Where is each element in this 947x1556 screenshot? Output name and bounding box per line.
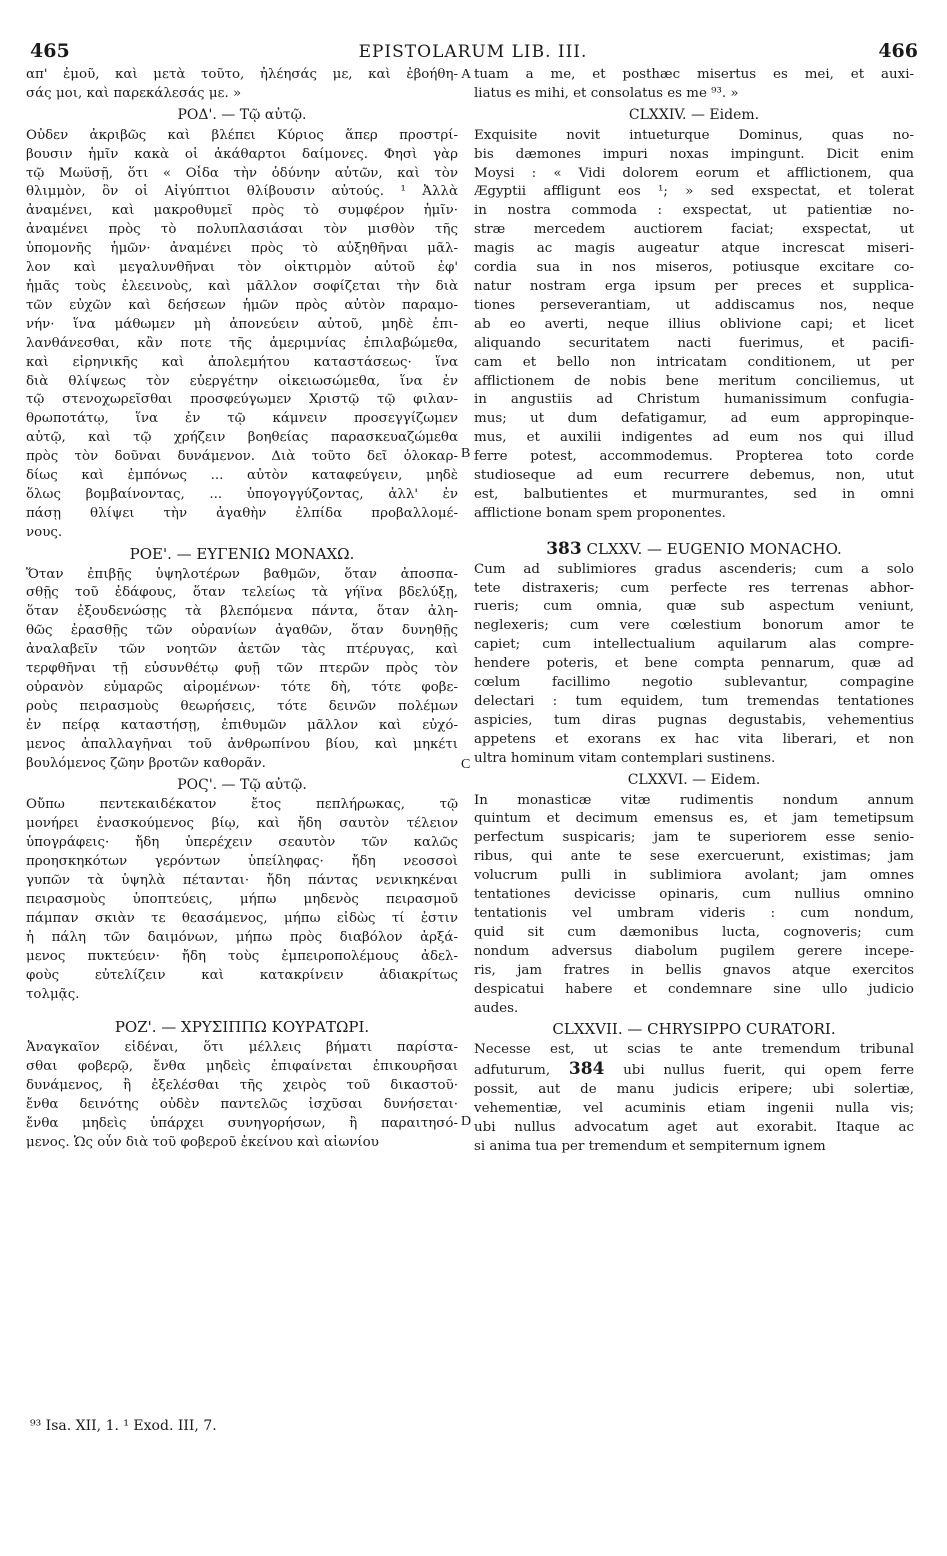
- text-line: Ἀναγκαῖον εἰδέναι, ὅτι μέλλεις βήματι παρίστα-: [26, 1040, 458, 1056]
- text-line: neglexeris; cum vere cœlestium bonorum amor te: [474, 618, 914, 634]
- text-line: νους.: [26, 524, 63, 540]
- text-line: βουλόμενος ζῶην βροτῶν καθορᾶν.: [26, 755, 266, 771]
- text-line: aliquando securitatem nacti fuerimus, et pacifi-: [474, 335, 914, 351]
- text-line: ris, jam fratres in bellis gnavos atque exercitos: [474, 962, 914, 978]
- text-line: ubi nullus advocatum aget aut exorabit. Itaque ac: [474, 1119, 914, 1135]
- text-line: si anima tua per tremendum et sempiternum ignem: [474, 1138, 826, 1154]
- letter-heading-with-column-number: [474, 540, 914, 559]
- text-line: tiones perseverantiam, ut addiscamus nos, neque: [474, 297, 914, 313]
- text-line: capiet; cum intellectualium aquilarum alas compre-: [474, 637, 914, 653]
- text-line: Οὐδεν ἀκριβῶς καὶ βλέπει Κύριος ἅπερ προστρί-: [26, 127, 458, 143]
- text-line: απ' ἐμοῦ, καὶ μετὰ τοῦτο, ἠλέησάς με, καὶ ἐβοήθη-: [26, 67, 458, 82]
- text-line: ultra hominum vitam contemplari sustinens.: [474, 750, 776, 766]
- text-line: Ægyptii affligunt eos ¹; » sed exspectat, et tolerat: [474, 184, 914, 200]
- text-line: [474, 1060, 914, 1081]
- text-line: ροὺς πειρασμοὺς θεωρήσεις, τότε δεινῶν πολέμων: [26, 698, 458, 714]
- text-line: Exquisite novit intueturque Dominus, quas no-: [474, 127, 914, 143]
- text-line: ἀναλαβεῖν τῶν νοητῶν ἀετῶν τὰς πτέρυγας, καὶ: [26, 642, 458, 658]
- text-line: quintum et decimum emensus es, et jam temetipsum: [474, 811, 914, 827]
- text-line: quid sit cum dæmonibus lucta, cognoveris; cum: [474, 924, 914, 940]
- text-line: τερφθῆναι τῇ εὐσυνθέτῳ φυῇ τῶν πτερῶν πρὸς τὸν: [26, 661, 458, 677]
- margin-letter-a: A: [461, 67, 472, 82]
- column-number: 383: [546, 538, 582, 559]
- text-line: βουσιν ἡμῖν κακὰ οἱ ἀκάθαρτοι δαίμονες. Φησὶ γὰρ: [26, 146, 458, 162]
- margin-letter-c: C: [461, 757, 471, 772]
- text-line: γυπῶν τὰ ὑψηλὰ πέτανται· ἤδη πάντας νενικηκέναι: [26, 873, 458, 889]
- text-line: οὐρανὸν εὐμαρῶς αἰρομένων· τότε δὴ, τότε φοβε-: [26, 680, 458, 695]
- text-line: πειρασμοὺς ὑποπτεύεις, μήπω μηδενὸς πειρασμοῦ: [26, 891, 458, 907]
- text-line: δίως καὶ ἐμπόνως ... αὐτὸν καταφεύγειν, μηδὲ: [26, 468, 458, 484]
- text-line: μονήρει ἐνασκούμενος βίῳ, καὶ ἤδη σαυτὸν τέλειον: [26, 816, 458, 832]
- text-line: stræ mercedem auctiorem faciat; exspectat, ut: [474, 222, 914, 238]
- text-line: afflictionem de nobis bene meritum conciliemus, ut: [474, 373, 914, 389]
- text-line: μενος πυκτεύειν· ἤδη τοὺς ἐμπειροπολέμους ἀδελ-: [26, 948, 458, 964]
- text-line: hendere poteris, et bene compta pennarum, quæ ad: [474, 656, 914, 672]
- text-line: ἀναμένει, καὶ μακροθυμεῖ πρὸς τὸ συμφέρον ἡμῖν·: [26, 203, 458, 219]
- text-line: ἐν πείρᾳ καταστήσῃ, ἐπιθυμῶν μᾶλλον καὶ εὐχό-: [26, 717, 458, 733]
- text-line: audes.: [474, 1000, 519, 1016]
- text-line: volucrum pulli in sublimiora avolant; jam omnes: [474, 868, 914, 884]
- text-line: σθαι φοβερῷ, ἔνθα μηδεὶς ἐπιφαίνεται ἐπικουρῆσαι: [26, 1059, 458, 1075]
- running-title: EPISTOLARUM LIB. III.: [358, 42, 588, 62]
- letter-heading: CLXXVII. — CHRYSIPPO CURATORI.: [552, 1020, 836, 1039]
- text-fragment: adfuturum,: [474, 1063, 551, 1079]
- left-page-number: 465: [30, 40, 70, 62]
- text-line: προησκηκότων γερόντων ὑπείληφας· ἤδη νεοσσοὶ: [26, 854, 458, 870]
- text-line: in angustiis ad Christum humanissimum confugia-: [474, 392, 914, 408]
- text-line: πάσῃ θλίψει τὴν ἀγαθὴν ἐλπίδα προβαλλομέ-: [26, 505, 458, 521]
- text-line: tentationis vel umbram videris : cum nondum,: [474, 905, 914, 921]
- latin-column: [474, 66, 914, 1157]
- text-line: tete distraxeris; cum perfecte res terrenas abhor-: [474, 580, 914, 596]
- text-line: τῷ Μωϋσῇ, ὅτι « Οἶδα τὴν ὀδύνην αὐτῶν, καὶ τὸν: [26, 165, 458, 181]
- text-line: τολμᾷς.: [26, 986, 80, 1002]
- text-line: ribus, qui ante te sese exercuerunt, existimas; jam: [474, 849, 914, 865]
- text-line: σάς μοι, καὶ παρεκάλεσάς με. »: [26, 85, 242, 101]
- text-line: studioseque ad eum recurrere debemus, non, utut: [474, 468, 914, 484]
- text-line: πρὸς τὸν δοῦναι δυνάμενον. Διὰ τοῦτο δεῖ ὁλοκαρ-: [26, 449, 458, 465]
- text-line: ab eo averti, neque illius oblivione capi; et licet: [474, 316, 914, 332]
- footnotes: ⁹³ Isa. XII, 1. ¹ Exod. III, 7.: [30, 1418, 217, 1434]
- text-line: mus, et auxilii indigentes ad eum nos qui illud: [474, 430, 914, 446]
- text-line: ὅλως βομβαίνοντας, ... ὑπογογγύζοντας, ἀλλ' ἐν: [26, 486, 458, 502]
- text-line: cordia sua in nos miseros, potiusque excitare co-: [474, 260, 914, 276]
- text-line: τῶν εὐχῶν καὶ δεήσεων ἡμῶν πρὸς αὐτὸν παραμο-: [26, 297, 458, 313]
- text-line: appetens et exorans ex hac vita liberari, et non: [474, 731, 914, 747]
- text-line: θρωποτάτῳ, ἵνα ἐν τῷ κάμνειν προσεγγίζωμεν: [26, 411, 458, 427]
- text-line: ὑπογράφεις· ἤδη ὑπερέχειν σεαυτὸν τῶν καλῶς: [26, 835, 458, 851]
- greek-column: [26, 66, 458, 1153]
- text-line: natur nostram erga ipsum per preces et supplica-: [474, 278, 914, 294]
- text-line: possit, aut de manu judicis eripere; ubi solertiæ,: [474, 1082, 914, 1098]
- text-line: ἡμᾶς τοὺς ἐλεεινοὺς, καὶ μᾶλλον σοφίζεται τὴν διὰ: [26, 278, 458, 294]
- text-line: θλιμμὸν, ὃν οἱ Αἰγύπτιοι θλίβουσιν αὐτούς. ¹ Ἀλλὰ: [26, 184, 458, 200]
- text-line: δυνάμενος, ἢ ἐξελέσθαι τῆς χειρὸς τοῦ δικαστοῦ·: [26, 1078, 458, 1094]
- text-line: θῶς ἐρασθῇς τῶν οὐρανίων ἀγαθῶν, ὅταν δυνηθῇς: [26, 623, 458, 639]
- right-page-number: 466: [878, 40, 918, 62]
- text-line: ἡ πάλη τῶν δαιμόνων, μήπω πρὸς διαβόλον ἀρξά-: [26, 929, 458, 945]
- text-line: delectari : tum equidem, tum tremendas tentationes: [474, 694, 914, 709]
- text-line: ἔνθα δεινότης οὐδὲν παντελῶς ἰσχῦσαι δυνήσεται·: [26, 1097, 458, 1113]
- text-line: μενος ἀπαλλαγῆναι τοῦ ἀνθρωπίνου βίου, καὶ μηκέτι: [26, 736, 458, 752]
- text-line: ἀναμένει πρὸς τὸ πολυπλασιάσαι τὸν μισθὸν τῆς: [26, 222, 458, 238]
- text-line: αὐτῷ, καὶ τῷ χρήζειν βοηθείας παρασκευαζώμεθα: [26, 430, 458, 446]
- text-line: Ὅταν ἐπιβῇς ὑψηλοτέρων βαθμῶν, ὅταν ἀποσπα-: [26, 566, 458, 582]
- page-header: [28, 40, 918, 64]
- text-line: Necesse est, ut scias te ante tremendum tribunal: [474, 1042, 914, 1058]
- text-line: magis ac magis augeatur atque increscat miseri-: [474, 241, 914, 257]
- text-line: τῷ στενοχωρεῖσθαι προσφεύγωμεν Χριστῷ τῷ φιλαν-: [26, 392, 458, 408]
- text-line: φοὺς εὐτελίζειν καὶ κατακρίνειν ἀδιακρίτως: [26, 967, 458, 983]
- text-line: perfectum suspicaris; jam te superiorem esse senio-: [474, 830, 914, 846]
- text-line: in nostra commoda : exspectat, ut patientiæ no-: [474, 203, 914, 219]
- letter-heading: ΡΟΖ'. — ΧΡΥΣΙΠΠΩ ΚΟΥΡΑΤΩΡΙ.: [114, 1018, 370, 1037]
- text-line: aspicies, tum diras pugnas degustabis, vehementius: [474, 712, 914, 728]
- letter-heading: CLXXVI. — Eidem.: [627, 771, 761, 788]
- letter-heading: CLXXIV. — Eidem.: [628, 106, 760, 123]
- text-line: Moysi : « Vidi dolorem eorum et afflictionem, qua: [474, 165, 914, 181]
- text-line: vehementiæ, vel acuminis etiam ingenii nulla vis;: [474, 1101, 914, 1117]
- letter-heading: ΡΟΔ'. — Τῷ αὐτῷ.: [177, 106, 307, 123]
- text-line: tentationes devicisse opinaris, cum nullius omnino: [474, 887, 914, 903]
- text-line: ἔνθα μηδεὶς ὑπάρχει συνηγορήσων, ἢ παραιτησό-: [26, 1115, 458, 1131]
- text-line: πάμπαν σκιὰν τε θεασάμενος, μήπω εἰδὼς τί ἐστιν: [26, 910, 458, 926]
- text-line: ferre potest, accommodemus. Propterea toto corde: [474, 449, 914, 465]
- text-line: διὰ θλίψεως τὸν εὐεργέτην οἰκειωσώμεθα, ἵνα ἐν: [26, 373, 458, 389]
- text-line: cam et bello non intricatam conditionem, ut per: [474, 354, 914, 370]
- text-line: est, balbutientes et murmurantes, sed in omni: [474, 486, 914, 502]
- text-line: λον καὶ μεγαλυνθῆναι τὸν οἰκτιρμὸν αὐτοῦ ἐφ': [26, 260, 458, 276]
- text-line: despicatui habere et condemnare sine ullo judicio: [474, 981, 914, 997]
- text-fragment: ubi nullus fuerit, qui opem ferre: [623, 1063, 914, 1079]
- text-line: bis dæmones impuri noxas impingunt. Dicit enim: [474, 146, 914, 162]
- text-line: liatus es mihi, et consolatus es me ⁹³. »: [474, 85, 739, 101]
- letter-heading: ΡΟΕ'. — ΕΥΓΕΝΙΩ ΜΟΝΑΧΩ.: [129, 544, 355, 563]
- text-line: tuam a me, et posthæc misertus es mei, et auxi-: [474, 67, 914, 82]
- text-line: nondum adversus diabolum pugilem gerere incepe-: [474, 943, 914, 959]
- text-line: ὑπομονῆς ἡμῶν· ἀναμένει πρὸς τὸ αὐξηθῆναι μᾶλ-: [26, 241, 458, 257]
- letter-heading: ΡΟϚ'. — Τῷ αὐτῷ.: [177, 776, 307, 793]
- margin-letter-b: B: [461, 446, 471, 461]
- text-line: cœlum facillimo negotio sublevantur, compagine: [474, 675, 914, 691]
- text-line: σθῇς τοῦ ἐδάφους, ὅταν τελείως τὰ γήϊνα βδελύξῃ,: [26, 585, 458, 601]
- text-line: afflictione bonam spem proponentes.: [474, 505, 726, 521]
- letter-heading: CLXXV. — EUGENIO MONACHO.: [586, 539, 842, 558]
- column-number: 384: [568, 1060, 605, 1080]
- text-line: mus; ut dum defatigamur, ad eum appropinque-: [474, 411, 914, 427]
- text-line: Οὔπω πεντεκαιδέκατον ἔτος πεπλήρωκας, τῷ: [26, 797, 458, 813]
- text-line: λανθάνεσθαι, κἂν ποτε τῆς ἀμεριμνίας ἐπιλαβώμεθα,: [26, 335, 458, 351]
- text-line: νήν· ἵνα μάθωμεν μὴ ἀπονεύειν αὐτοῦ, μηδὲ ἐπι-: [26, 316, 458, 332]
- text-line: rueris; cum omnia, quæ sub aspectum veniunt,: [474, 599, 914, 615]
- margin-letter-d: D: [461, 1114, 472, 1129]
- text-line: καὶ εἰρηνικῆς καὶ ἀπολεμήτου καταστάσεως· ἵνα: [26, 354, 458, 370]
- text-line: ὅταν ἐξουδενώσῃς τὰ βλεπόμενα πάντα, ὅταν ἀλη-: [26, 604, 458, 620]
- text-line: Cum ad sublimiores gradus ascenderis; cum a solo: [474, 561, 914, 577]
- text-line: μενος. Ὡς οὖν διὰ τοῦ φοβεροῦ ἐκείνου καὶ αἰωνίου: [26, 1134, 379, 1150]
- text-line: In monasticæ vitæ rudimentis nondum annum: [474, 792, 914, 808]
